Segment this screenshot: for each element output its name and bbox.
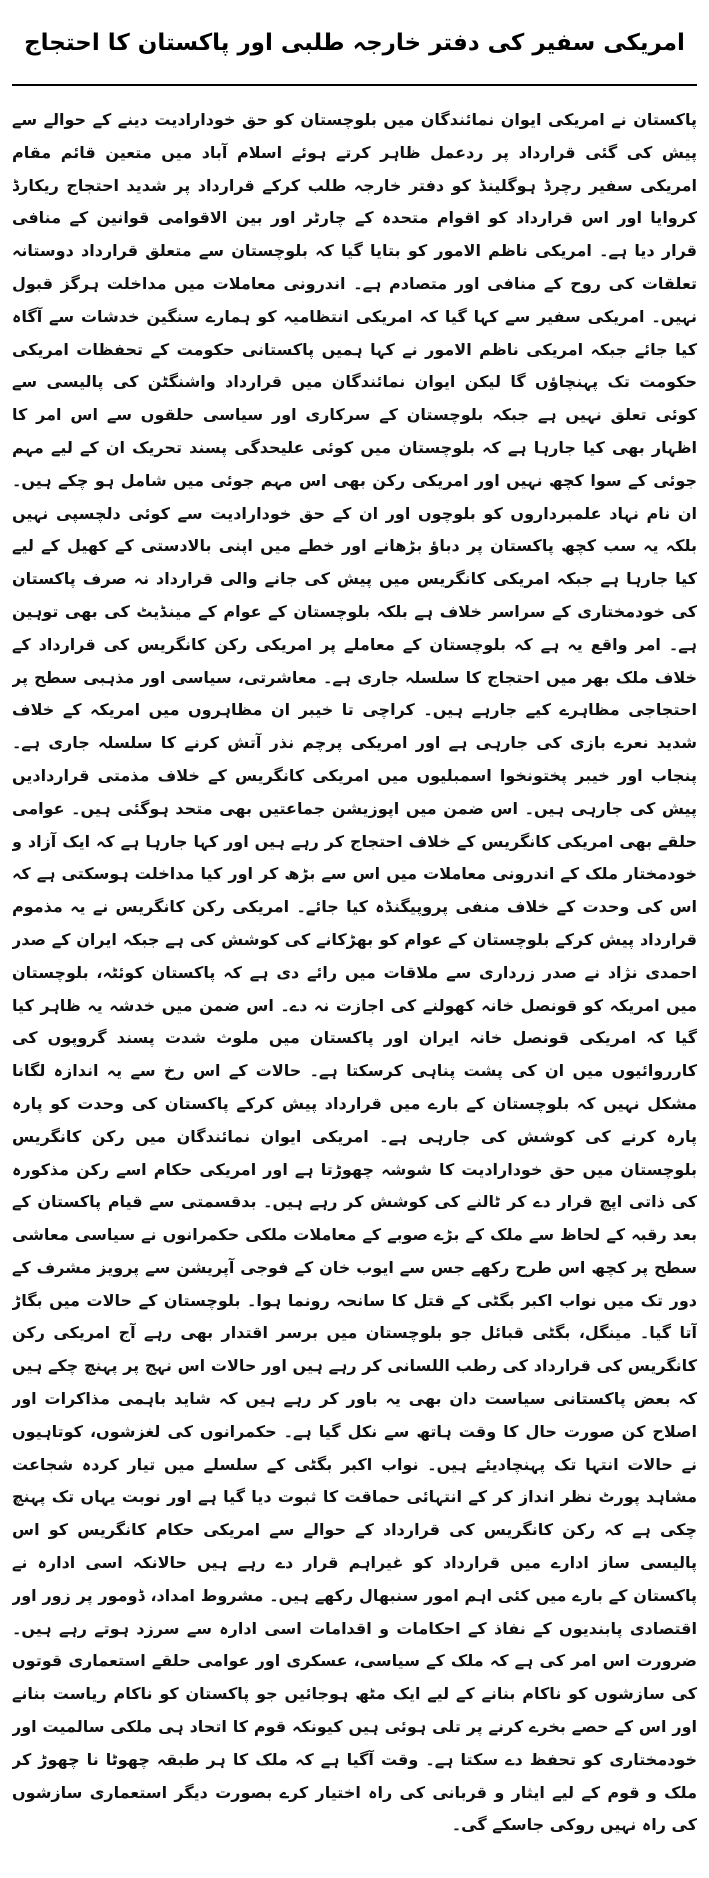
article-body xyxy=(12,104,697,1864)
headline-divider xyxy=(12,84,697,86)
headline: امریکی سفیر کی دفتر خارجہ طلبی اور پاکستان کا احتجاج xyxy=(24,30,685,56)
article-text: پاکستان نے امریکی ایوان نمائندگان میں بلوچستان کو حق خودارادیت دینے کے حوالے سے پیش کی گئی قرارداد پر ردعمل ظاہر کرتے ہوئے اسلام آباد میں متعین قائم مقام امریکی سفیر رچرڈ ہوگلینڈ کو دفتر خارجہ طلب کرکے قرارداد پر شدید احتجاج ریکارڈ کروایا اور اس قرارداد کو اقوام متحدہ کے چارٹر اور بین الاقوامی قوانین کے منافی قرار دیا ہے۔ امریکی ناظم الامور کو بتایا گیا کہ بلوچستان سے متعلق قرارداد دوستانہ تعلقات کی روح کے منافی اور متصادم ہے۔ اندرونی معاملات میں مداخلت ہرگز قبول نہیں۔ امریکی سفیر سے کہا گیا کہ امریکی انتظامیہ کو ہمارے سنگین خدشات سے آگاہ کیا جائے جبکہ امریکی ناظم الامور نے کہا ہمیں پاکستانی حکومت کے تحفظات امریکی حکومت تک پہنچاؤں گا لیکن ایوان نمائندگان میں قرارداد واشنگٹن کی پالیسی سے کوئی تعلق نہیں ہے جبکہ بلوچستان کے سرکاری اور سیاسی حلقوں سے اس امر کا اظہار بھی کیا جارہا ہے کہ بلوچستان میں کوئی علیحدگی پسند تحریک ان کے لیے مہم جوئی کے سوا کچھ نہیں اور امریکی رکن بھی اس مہم جوئی میں شامل ہو چکے ہیں۔ ان نام نہاد علمبرداروں کو بلوچوں اور ان کے حق خودارادیت سے کوئی دلچسپی نہیں بلکہ یہ سب کچھ پاکستان پر دباؤ بڑھانے اور خطے میں اپنی بالادستی کے کھیل کے لیے کیا جارہا ہے جبکہ امریکی کانگریس میں پیش کی جانے والی قرارداد نہ صرف پاکستان کی خودمختاری کے سراسر خلاف ہے بلکہ بلوچستان کے عوام کے مینڈیٹ کی بھی توہین ہے۔ امر واقع یہ ہے کہ بلوچستان کے معاملے پر امریکی رکن کانگریس کی قرارداد کے خلاف ملک بھر میں احتجاج کا سلسلہ جاری ہے۔ معاشرتی، سیاسی اور مذہبی سطح پر احتجاجی مظاہرے کیے جارہے ہیں۔ کراچی تا خیبر ان مظاہروں میں امریکہ کے خلاف شدید نعرے بازی کی جارہی ہے اور امریکی پرچم نذر آتش کرنے کا سلسلہ جاری ہے۔ پنجاب اور خیبر پختونخوا اسمبلیوں میں امریکی کانگریس کے خلاف مذمتی قراردادیں پیش کی جارہی ہیں۔ اس ضمن میں اپوزیشن جماعتیں بھی متحد ہوگئی ہیں۔ عوامی حلقے بھی امریکی کانگریس کے خلاف احتجاج کر رہے ہیں اور کہا جارہا ہے کہ ایک آزاد و خودمختار ملک کے اندرونی معاملات میں اس سے بڑھ کر اور کیا مداخلت ہوسکتی ہے کہ اس کی وحدت کے خلاف منفی پروپیگنڈہ کیا جائے۔ امریکی رکن کانگریس نے یہ مذموم قرارداد پیش کرکے بلوچستان کے عوام کو بھڑکانے کی کوشش کی ہے جبکہ ایران کے صدر احمدی نژاد نے صدر زرداری سے ملاقات میں رائے دی ہے کہ پاکستان کوئٹہ، بلوچستان میں امریکہ کو قونصل خانہ کھولنے کی اجازت نہ دے۔ اس ضمن میں خدشہ یہ ظاہر کیا گیا کہ امریکی قونصل خانہ ایران اور پاکستان میں ملوث شدت پسند گروپوں کی کارروائیوں میں ان کی پشت پناہی کرسکتا ہے۔ حالات کے اس رخ سے یہ اندازہ لگانا مشکل نہیں کہ بلوچستان کے بارے میں قرارداد پیش کرکے پاکستان کی وحدت کو پارہ پارہ کرنے کی کوشش کی جارہی ہے۔ امریکی ایوان نمائندگان میں رکن کانگریس بلوچستان میں حق خودارادیت کا شوشہ چھوڑتا ہے اور امریکی حکام اسے رکن مذکورہ کی ذاتی اپچ قرار دے کر ٹالنے کی کوشش کر رہے ہیں۔ بدقسمتی سے قیام پاکستان کے بعد رقبہ کے لحاظ سے ملک کے بڑے صوبے کے معاملات ملکی حکمرانوں نے سیاسی معاشی سطح پر کچھ اس طرح رکھے جس سے ایوب خان کے فوجی آپریشن سے پرویز مشرف کے دور تک میں نواب اکبر بگٹی کے قتل کا سانحہ رونما ہوا۔ بلوچستان کے حالات میں بگاڑ آتا گیا۔ مینگل، بگٹی قبائل جو بلوچستان میں برسر اقتدار بھی رہے آج امریکی رکن کانگریس کی قرارداد کی رطب اللسانی کر رہے ہیں اور حالات اس نہج پر پہنچ چکے ہیں کہ بعض پاکستانی سیاست دان بھی یہ باور کر رہے ہیں کہ شاید باہمی مذاکرات اور اصلاح کن صورت حال کا وقت ہاتھ سے نکل گیا ہے۔ حکمرانوں کی لغزشوں، کوتاہیوں نے حالات انتہا تک پہنچادیئے ہیں۔ نواب اکبر بگٹی کے سلسلے میں تیار کردہ شجاعت مشاہد پورٹ نظر انداز کر کے انتہائی حماقت کا ثبوت دیا گیا ہے اور نوبت یہاں تک پہنچ چکی ہے کہ رکن کانگریس کی قرارداد کے حوالے سے امریکی حکام کانگریس کو اس پالیسی ساز ادارے میں قرارداد کو غیراہم قرار دے رہے ہیں حالانکہ اسی ادارہ نے پاکستان کے بارے میں کئی اہم امور سنبھال رکھے ہیں۔ مشروط امداد، ڈومور پر زور اور اقتصادی پابندیوں کے نفاذ کے احکامات و اقدامات اسی ادارہ سے سرزد ہوتے رہے ہیں۔ ضرورت اس امر کی ہے کہ ملک کے سیاسی، عسکری اور عوامی حلقے استعماری قوتوں کی سازشوں کو ناکام بنانے کے لیے ایک مٹھ ہوجائیں جو پاکستان کو ناکام ریاست بنانے اور اس کے حصے بخرے کرنے پر تلی ہوئی ہیں کیونکہ قوم کا اتحاد ہی ملکی سالمیت اور خودمختاری کو تحفظ دے سکتا ہے۔ وقت آگیا ہے کہ ملک کا ہر طبقہ چھوٹا نا چھوڑ کر ملک و قوم کے لیے ایثار و قربانی کی راہ اختیار کرے بصورت دیگر استعماری سازشوں کی راہ نہیں روکی جاسکے گی۔ xyxy=(12,110,697,1835)
